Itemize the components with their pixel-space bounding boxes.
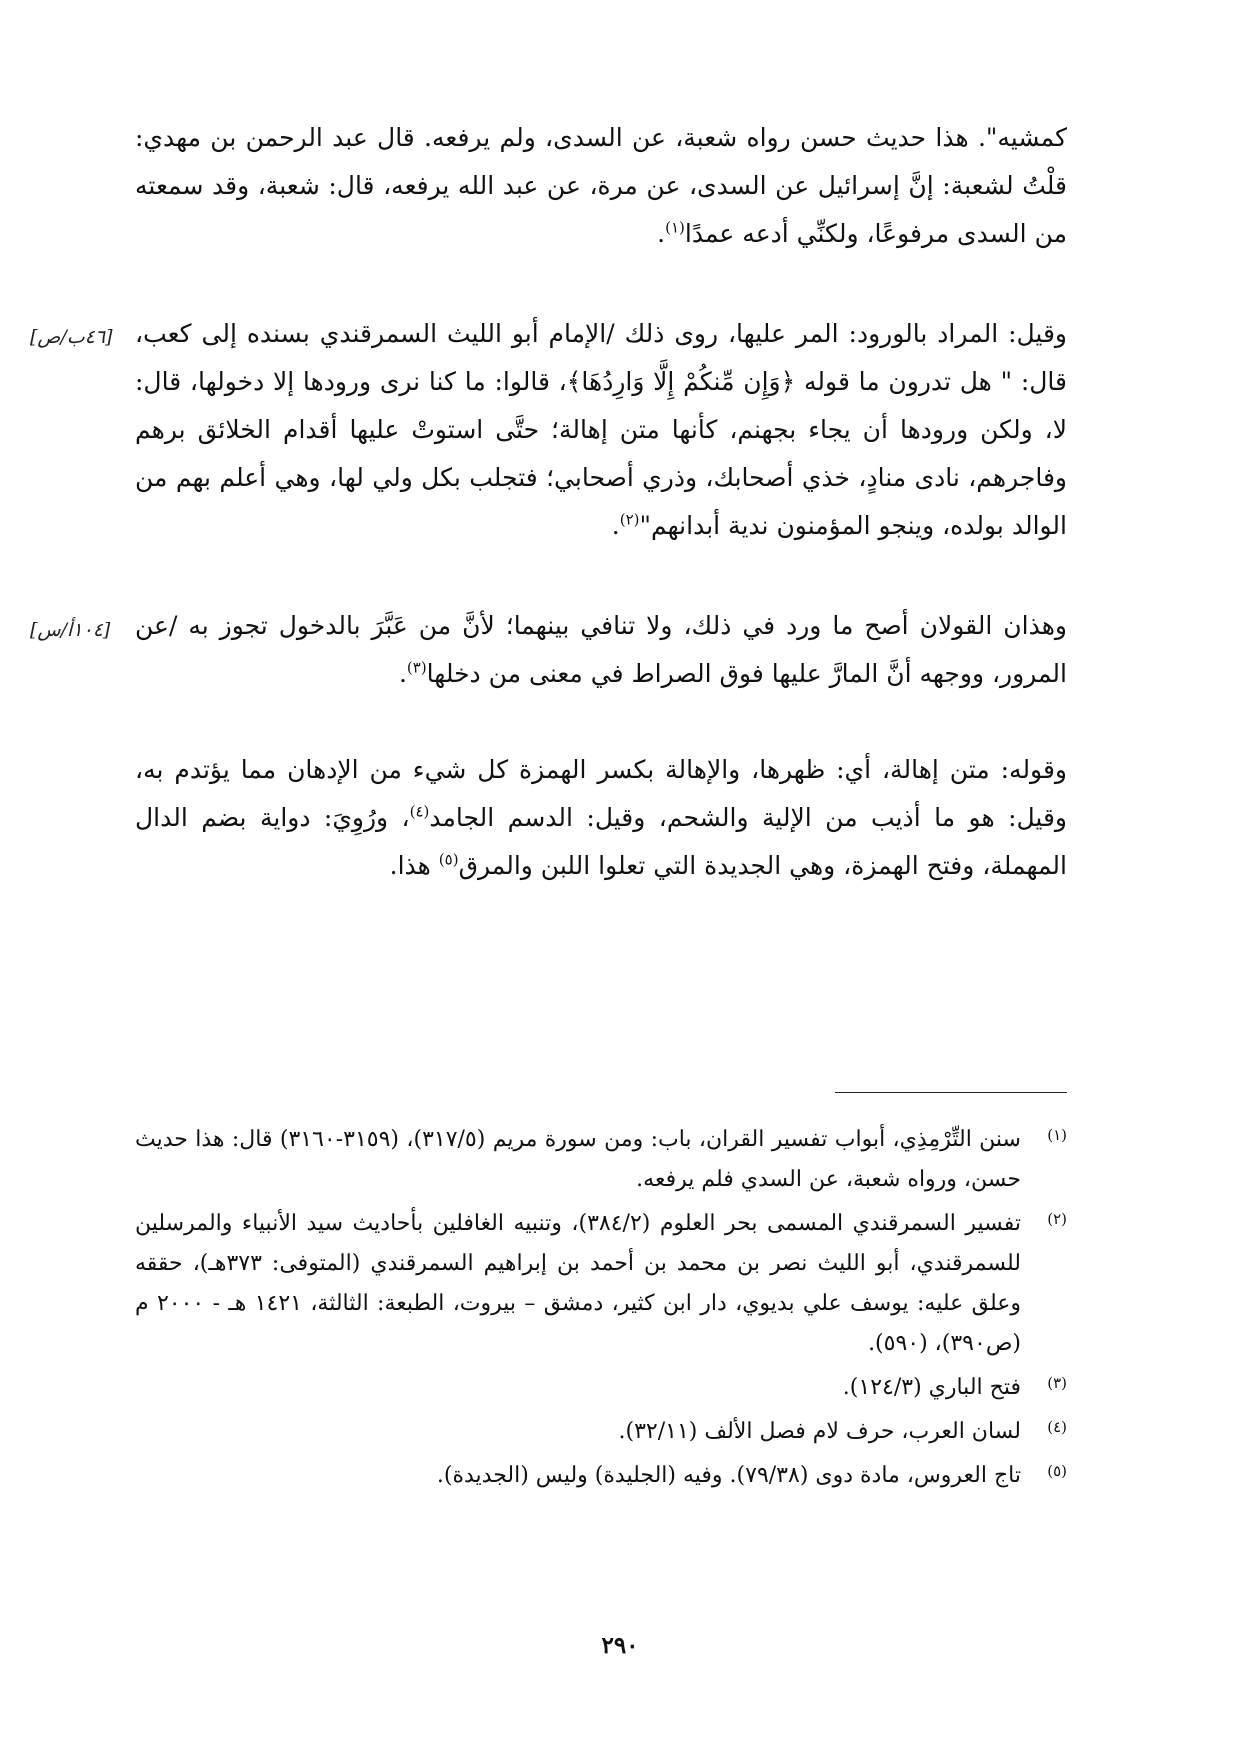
footnote-number: (٢)	[1047, 1210, 1067, 1228]
paragraph-text: وهذان القولان أصح ما ورد في ذلك، ولا تنافي بينهما؛ لأنَّ من عَبَّرَ بالدخول تجوز به /عن المرور، ووجهه أنَّ المارَّ عليها فوق الصراط في معنى من دخلها	[135, 611, 1067, 688]
paragraph-text: .	[611, 511, 620, 540]
body-paragraph-2	[135, 310, 1067, 550]
footnote-text: فتح الباري (١٢٤/٣).	[842, 1375, 1021, 1400]
footnote-ref-1[interactable]: (١)	[665, 218, 685, 237]
footnote-2	[135, 1204, 1067, 1364]
footnote-4	[135, 1412, 1067, 1452]
footnote-ref-3[interactable]: (٣)	[406, 658, 427, 677]
paragraph-text: كمشيه". هذا حديث حسن رواه شعبة، عن السدى، ولم يرفعه. قال عبد الرحمن بن مهدي: قلْتُ لشعبة: إنَّ إسرائيل عن السدى، عن مرة، عن عبد الله يرفعه، قال: شعبة، وقد سمعته من السدى مرفوعًا، ولكنِّي أدعه عمدًا	[135, 123, 1067, 248]
paragraph-text: .	[657, 219, 666, 248]
paragraph-text: وقوله: متن إهالة، أي: ظهرها، والإهالة بكسر الهمزة كل شيء من الإدهان مما يؤتدم به، وقيل: هو ما أذيب من الإلية والشحم، وقيل: الدسم الجامد	[135, 755, 1067, 832]
footnote-number: (١)	[1047, 1126, 1067, 1144]
paragraph-text: هذا.	[389, 851, 439, 880]
body-paragraph-4	[135, 746, 1067, 890]
footnote-5	[135, 1456, 1067, 1496]
paragraph-text: .	[398, 659, 407, 688]
footnote-text: سنن التِّرْمِذِي، أبواب تفسير القران، باب: ومن سورة مريم (٣١٧/٥)، (٣١٥٩-٣١٦٠) قال: هذا حديث حسن، ورواه شعبة، عن السدي فلم يرفعه.	[135, 1127, 1021, 1192]
paragraph-text: وقيل: المراد بالورود: المر عليها، روى ذلك /الإمام أبو الليث السمرقندي بسنده إلى كعب، قال: " هل تدرون ما قوله ﴿وَإِن مِّنكُمْ إِلَّا وَارِدُهَا﴾، قالوا: ما كنا نرى ورودها إلا دخولها، قال: لا، ولكن ورودها أن يجاء بجهنم، كأنها متن إهالة؛ حتَّى استوتْ عليها أقدام الخلائق برهم وفاجرهم، نادى منادٍ، خذي أصحابك، وذري أصحابي؛ فتجلب بكل ولي لها، وهي أعلم بهم من الوالد بولده، وينجو المؤمنون ندية أبدانهم"	[135, 319, 1067, 540]
footnote-ref-2[interactable]: (٢)	[619, 510, 640, 529]
footnote-1	[135, 1120, 1067, 1200]
footnote-separator	[835, 1092, 1067, 1093]
body-paragraph-3	[135, 602, 1067, 698]
margin-folio-note-1: [٤٦ب/ص]	[30, 326, 113, 348]
footnote-number: (٥)	[1047, 1462, 1067, 1480]
footnote-text: تاج العروس، مادة دوى (٧٩/٣٨). وفيه (الجليدة) وليس (الجديدة).	[436, 1463, 1021, 1488]
footnote-text: تفسير السمرقندي المسمى بحر العلوم (٣٨٤/٢)، وتنبيه الغافلين بأحاديث سيد الأنبياء والمرسلين للسمرقندي، أبو الليث نصر بن محمد بن أحمد بن إبراهيم السمرقندي (المتوفى: ٣٧٣هـ)، حققه وعلق عليه: يوسف علي بديوي، دار ابن كثير، دمشق – بيروت، الطبعة: الثالثة، ١٤٢١ هـ - ٢٠٠٠ م (ص٣٩٠)، (٥٩٠).	[135, 1211, 1021, 1356]
paragraph-text: ، ورُوِيَ: دواية بضم الدال المهملة، وفتح الهمزة، وهي الجديدة التي تعلوا اللبن والمرق	[135, 803, 1067, 880]
footnote-number: (٣)	[1047, 1374, 1067, 1392]
footnote-number: (٤)	[1047, 1418, 1067, 1436]
footnote-3	[135, 1368, 1067, 1408]
footnotes-section	[135, 1120, 1067, 1500]
footnote-ref-5[interactable]: (٥)	[438, 850, 459, 869]
footnote-text: لسان العرب، حرف لام فصل الألف (٣٢/١١).	[618, 1419, 1021, 1444]
page-number: ٢٩٠	[601, 1632, 639, 1659]
body-paragraph-1	[135, 114, 1067, 258]
footnote-ref-4[interactable]: (٤)	[409, 802, 430, 821]
margin-folio-note-2: [١٠٤أ/س]	[30, 619, 111, 641]
